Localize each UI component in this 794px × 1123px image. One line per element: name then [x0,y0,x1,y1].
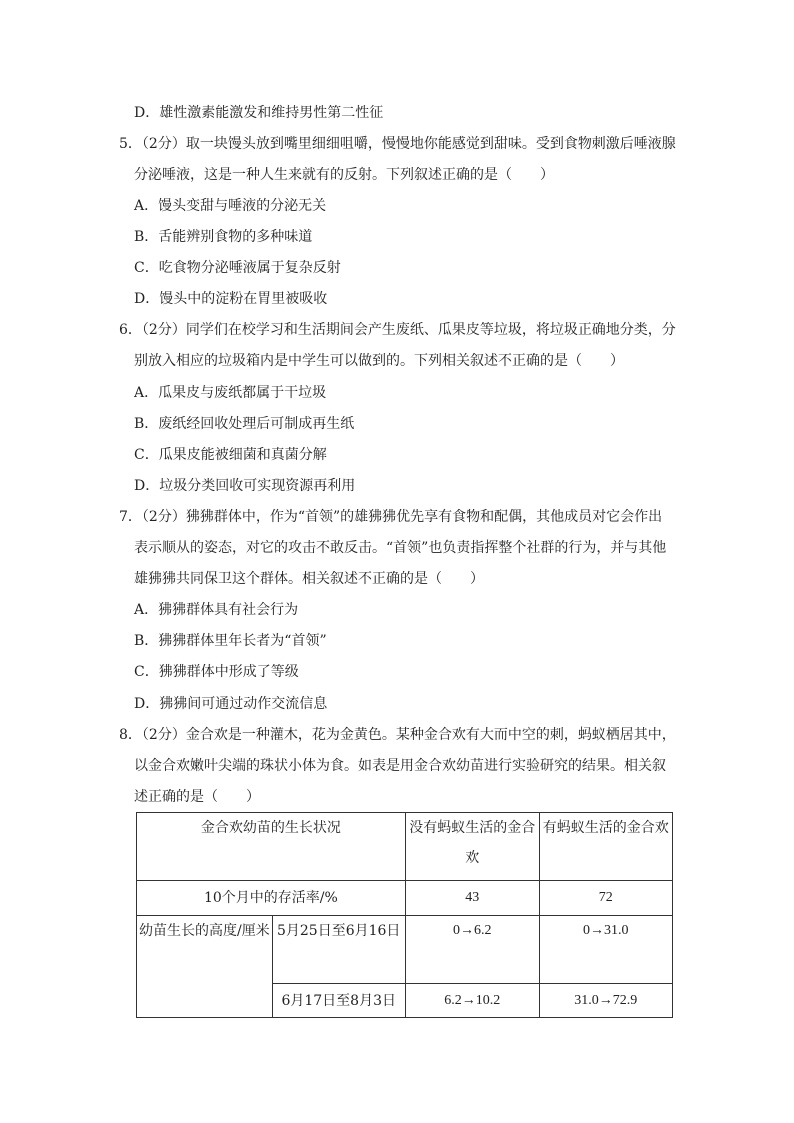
height-period1-label: 5月25日至6月16日 [272,916,405,984]
q5-option-d: D．馒头中的淀粉在胃里被吸收 [134,291,328,307]
q6-option-d: D．垃圾分类回收可实现资源再利用 [134,478,356,494]
q6-option-a: A．瓜果皮与废纸都属于干垃圾 [134,385,327,401]
table-row-survival [137,881,673,916]
q7-option-b: B．狒狒群体里年长者为“首领” [134,633,327,649]
q8-results-table [136,812,673,1018]
height-period1-without-ants: 0→6.2 [405,916,539,984]
q6-option-b: B．废纸经回收处理后可制成再生纸 [134,416,355,432]
height-period2-without-ants: 6.2→10.2 [405,984,539,1018]
q7-stem-line3: 雄狒狒共同保卫这个群体。相关叙述不正确的是（ ） [134,571,484,587]
q7-option-a: A．狒狒群体具有社会行为 [134,602,299,618]
header-condition: 金合欢幼苗的生长状况 [137,813,406,881]
survival-label: 10个月中的存活率/% [137,881,406,916]
header-without-ants: 没有蚂蚁生活的金合欢 [405,813,539,881]
header-with-ants: 有蚂蚁生活的金合欢 [539,813,672,881]
q5-stem-line2: 分泌唾液，这是一种人生来就有的反射。下列叙述正确的是（ ） [134,167,554,183]
q5-option-c: C．吃食物分泌唾液属于复杂反射 [134,260,341,276]
q5-stem-line1: 5．（2分）取一块馒头放到嘴里细细咀嚼，慢慢地你能感觉到甜味。受到食物刺激后唾液腺 [119,136,676,152]
q8-stem-line1: 8．（2分）金合欢是一种灌木，花为金黄色。某种金合欢有大而中空的刺，蚂蚁栖居其中， [119,727,676,743]
q6-option-c: C．瓜果皮能被细菌和真菌分解 [134,447,327,463]
q7-option-c: C．狒狒群体中形成了等级 [134,664,299,680]
survival-without-ants: 43 [405,881,539,916]
q6-stem-line2: 别放入相应的垃圾箱内是中学生可以做到的。下列相关叙述不正确的是（ ） [134,353,624,369]
q8-stem-line3: 述正确的是（ ） [134,789,260,805]
survival-with-ants: 72 [539,881,672,916]
q5-option-a: A．馒头变甜与唾液的分泌无关 [134,198,327,214]
height-period2-with-ants: 31.0→72.9 [539,984,672,1018]
q7-stem-line2: 表示顺从的姿态，对它的攻击不敢反击。“首领”也负责指挥整个社群的行为，并与其他 [134,540,667,556]
q8-stem-line2: 以金合欢嫩叶尖端的珠状小体为食。如表是用金合欢幼苗进行实验研究的结果。相关叙 [134,758,666,774]
table-row-height-period1 [137,916,673,984]
table-header-row [137,813,673,881]
height-period1-with-ants: 0→31.0 [539,916,672,984]
height-label: 幼苗生长的高度/厘米 [137,916,273,1018]
height-period2-label: 6月17日至8月3日 [272,984,405,1018]
q6-stem-line1: 6．（2分）同学们在校学习和生活期间会产生废纸、瓜果皮等垃圾，将垃圾正确地分类，分 [119,322,676,338]
q7-stem-line1: 7．（2分）狒狒群体中，作为“首领”的雄狒狒优先享有食物和配偶，其他成员对它会作出 [119,509,663,525]
q7-option-d: D．狒狒间可通过动作交流信息 [134,696,328,712]
q4-option-d: D．雄性激素能激发和维持男性第二性征 [134,105,384,121]
q5-option-b: B．舌能辨别食物的多种味道 [134,229,313,245]
